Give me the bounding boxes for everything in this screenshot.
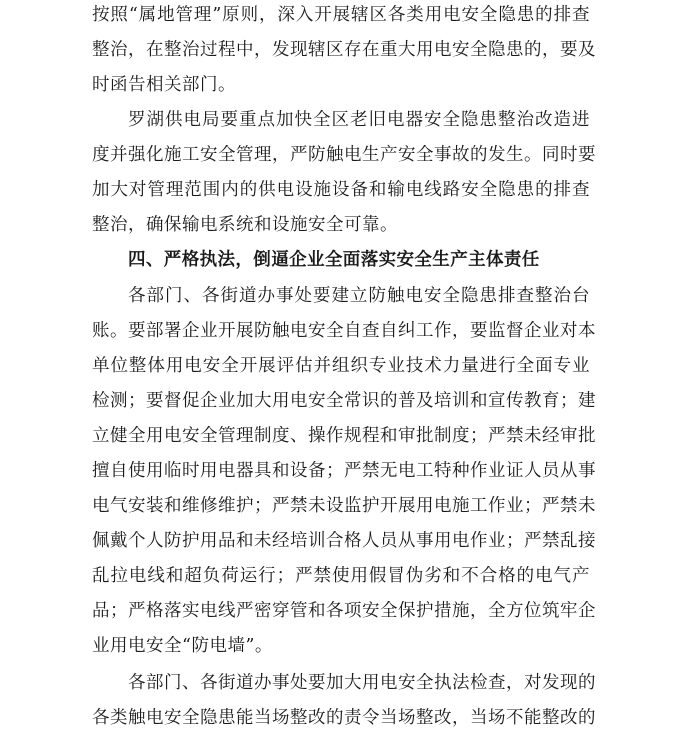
paragraph-line: 品；严格落实电线严密穿管和各项安全保护措施，全方位筑牢企	[92, 601, 596, 621]
paragraph-line: 各类触电安全隐患能当场整改的责令当场整改，当场不能整改的	[92, 708, 596, 728]
paragraph-line: 度并强化施工安全管理，严防触电生产安全事故的发生。同时要	[92, 145, 596, 165]
paragraph-line: 按照“属地管理”原则，深入开展辖区各类用电安全隐患的排查	[92, 5, 590, 25]
paragraph-line: 乱拉电线和超负荷运行；严禁使用假冒伪劣和不合格的电气产	[92, 566, 590, 586]
section-heading: 四、严格执法，倒逼企业全面落实安全生产主体责任	[128, 250, 540, 270]
paragraph-line: 各部门、各街道办事处要建立防触电安全隐患排查整治台	[128, 286, 590, 306]
paragraph-line: 账。要部署企业开展防触电安全自查自纠工作，要监督企业对本	[92, 321, 596, 341]
paragraph-line: 立健全用电安全管理制度、操作规程和审批制度；严禁未经审批	[92, 426, 596, 446]
paragraph-line: 整治，确保输电系统和设施安全可靠。	[92, 215, 398, 235]
paragraph-line: 电气安装和维修维护；严禁未设监护开展用电施工作业；严禁未	[92, 496, 596, 516]
paragraph-line: 罗湖供电局要重点加快全区老旧电器安全隐患整治改造进	[128, 110, 590, 130]
paragraph-line: 整治，在整治过程中，发现辖区存在重大用电安全隐患的，要及	[92, 40, 596, 60]
paragraph-line: 单位整体用电安全开展评估并组织专业技术力量进行全面专业	[92, 356, 590, 376]
paragraph-line: 佩戴个人防护用品和未经培训合格人员从事用电作业；严禁乱接	[92, 531, 596, 551]
paragraph-line: 擅自使用临时用电器具和设备；严禁无电工特种作业证人员从事	[92, 461, 596, 481]
paragraph-line: 时函告相关部门。	[92, 75, 236, 95]
paragraph-line: 业用电安全“防电墙”。	[92, 636, 273, 656]
paragraph-line: 加大对管理范围内的供电设施设备和输电线路安全隐患的排查	[92, 180, 590, 200]
paragraph-line: 各部门、各街道办事处要加大用电安全执法检查，对发现的	[128, 673, 596, 693]
paragraph-line: 检测；要督促企业加大用电安全常识的普及培训和宣传教育；建	[92, 391, 596, 411]
